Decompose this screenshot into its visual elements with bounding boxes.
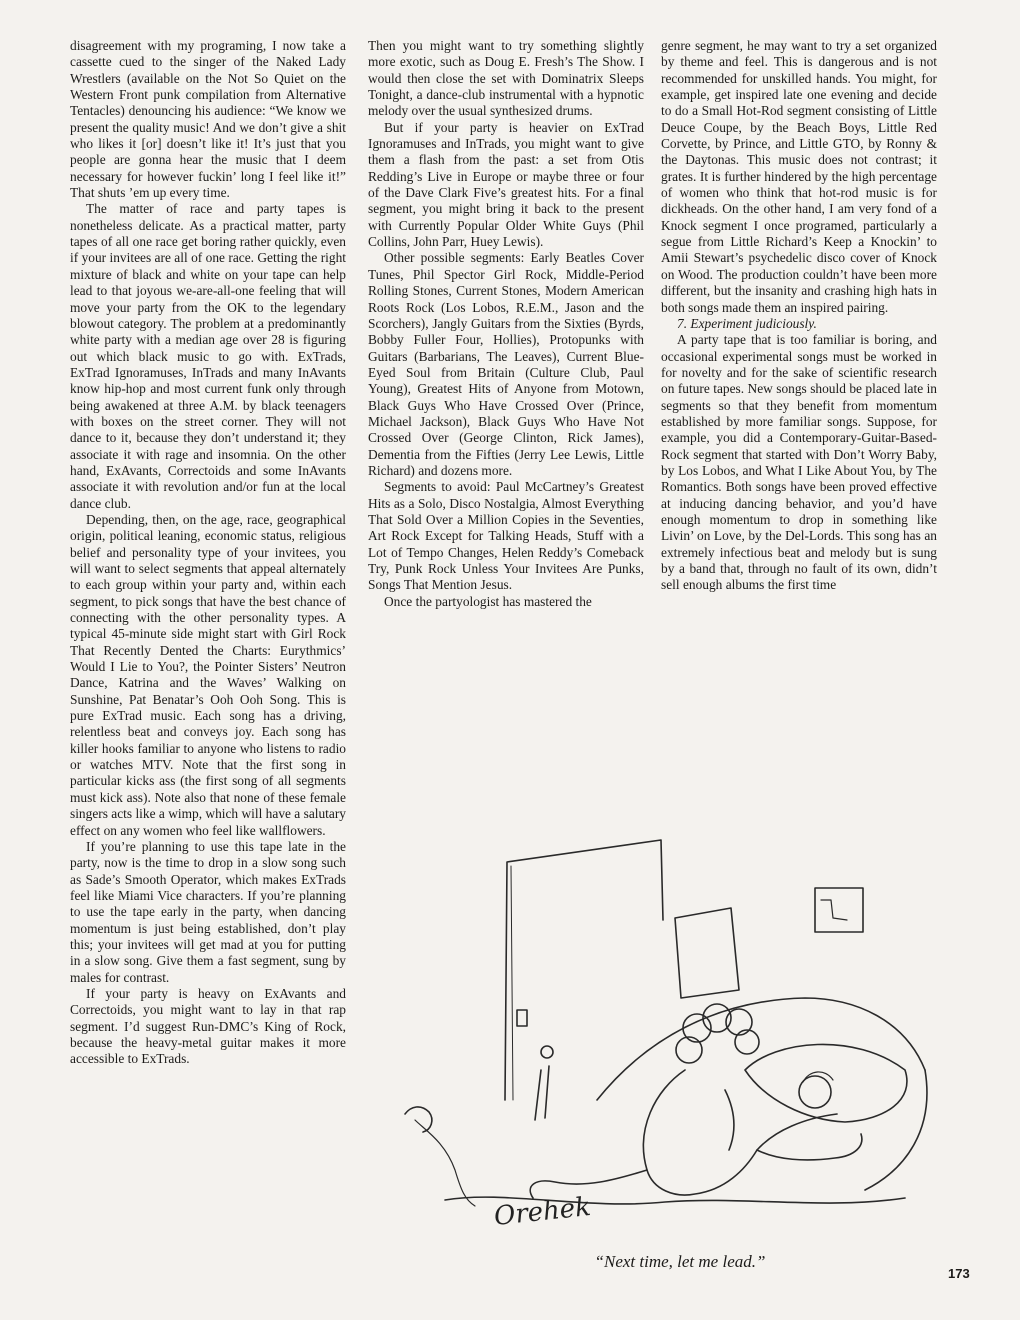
paragraph: Then you might want to try something slightly more exotic, such as Doug E. Fresh’s The Show. I would then close the set with Dominatrix Sleeps Tonight, a dance-club instrumental with a hypnotic melody over the usual synthesized drums.: [368, 38, 644, 119]
door-latch: [517, 1010, 527, 1026]
paragraph: If your party is heavy on ExAvants and Correctoids, you might want to lay in that rap segment. I’d suggest Run-DMC’s King of Rock, because the heavy-metal guitar makes it more accessible to ExTrads.: [70, 985, 346, 1067]
cartoon-illustration: [385, 770, 945, 1240]
cartoon-caption: “Next time, let me lead.”: [594, 1252, 766, 1271]
lamp: [675, 908, 739, 998]
figures: [643, 1070, 837, 1195]
section-heading: 7. Experiment judiciously.: [677, 315, 817, 331]
article-column-2: [368, 38, 644, 610]
paragraph: If you’re planning to use this tape late in the party, now is the time to drop in a slow song such as Sade’s Smooth Operator, which makes ExTrads feel like Miami Vice characters. If you’re planning to use the tape early in the party, when dancing momentum is just being established, don’t play this; your invitees will get mad at you for putting in a slow song. Give them a fast segment, sung by males for contrast.: [70, 838, 346, 985]
paragraph: disagreement with my programing, I now take a cassette cued to the singer of the Naked Lady Wrestlers (available on the Not So Quiet on the Western Front punk compilation from Alternative Tentacles) denouncing his audience: “We know we present the quality music! And we don’t give a shit who likes it [or] doesn’t like it! It’s just that you people are gonna hear the music that I deem necessary for however fuckin’ long I feel like it!” That shuts ’em up every time.: [70, 38, 346, 201]
bed: [597, 998, 925, 1100]
paragraph: Once the partyologist has mastered the: [384, 593, 592, 609]
paragraph: Depending, then, on the age, race, geographical origin, political leaning, economic status, religious belief and personality type of your invitees, you will want to select segments that appeal alternately to each group within your party and, within each segment, to pick songs that have the best chance of connecting with the other personality types. A typical 45-minute side might start with Girl Rock That Recently Dented the Charts: Eurythmics’ Would I Lie to You?, the Pointer Sisters’ Neutron Dance, Katrina and the Waves’ Walking on Sunshine, Pat Benatar’s Ooh Ooh Song. This is pure ExTrad music. Each song has a driving, relentless beat and conveys joy. Each song has killer hooks familiar to anyone who listens to radio or watches MTV. Note that the first song in particular kicks ass (the first song of all segments must kick ass). Note also that none of these female singers acts like a wimp, which will have a salutary effect on any women who feel like wallflowers.: [70, 511, 346, 838]
wall-picture: [815, 888, 863, 932]
paragraph: genre segment, he may want to try a set organized by theme and feel. This is dangerous and is not recommended for unskilled hands. You might, for example, get inspired late one evening and decide to do a Small Hot-Rod segment consisting of Little Deuce Coupe, by the Beach Boys, Little Red Corvette, by Prince, and Little GTO, by Ronny & the Daytonas. This music does not contrast; it grates. It is further hindered by the high percentage of women who think that hot-rod music is for dickheads. On the other hand, I am very fond of a Knock segment I once programed, particularly a segue from Little Richard’s Keep a Knockin’ to Amii Stewart’s psychedelic disco cover of Knock on Wood. The production couldn’t have been more different, but the insanity and crashing high hats in both songs made them an inspired pairing.: [661, 38, 937, 315]
article-column-1: [70, 38, 346, 1068]
cartoonist-signature: Orehek: [492, 1191, 593, 1232]
door: [505, 840, 663, 1100]
pillow: [745, 1044, 907, 1122]
paragraph: But if your party is heavier on ExTrad Ignoramuses and InTrads, you might want to give them a flash from the past: a set from Otis Redding’s Live in Europe or maybe three or four of the Dave Clark Five’s greatest hits. For a final segment, you might bring it back to the present with Currently Popular Older White Guys (Phil Collins, John Parr, Huey Lewis).: [368, 119, 644, 250]
article-column-3: [661, 38, 937, 594]
page-number: 173: [948, 1266, 970, 1281]
paragraph: A party tape that is too familiar is boring, and occasional experimental songs must be worked in for novelty and for the sake of scientific research on future tapes. New songs should be placed late in segments so that they benefit from momentum established by more familiar songs. Suppose, for example, you did a Contemporary-Guitar-Based-Rock segment that started with Don’t Worry Baby, by Los Lobos, and What I Like About You, by The Romantics. Both songs have been proved effective at inducing dancing behavior, and you’d have enough momentum to drop in something like Livin’ on Love, by the Del-Lords. This song has an extremely infectious beat and melody but is sung by a band that, through no fault of its own, didn’t sell enough albums the first time: [661, 332, 937, 593]
paragraph: Segments to avoid: Paul McCartney’s Greatest Hits as a Solo, Disco Nostalgia, Almost Everything That Sold Over a Million Copies in the Seventies, Art Rock Except for Talking Heads, Stuff with a Lot of Tempo Changes, Helen Reddy’s Comeback Try, Punk Rock Unless Your Invitees Are Punks, Songs That Mention Jesus.: [368, 479, 644, 593]
paragraph: Other possible segments: Early Beatles Cover Tunes, Phil Spector Girl Rock, Middle-Period Rolling Stones, Current Stones, Modern American Roots Rock (Los Lobos, R.E.M., Jason and the Scorchers), Jangly Guitars from the Sixties (Byrds, Bobby Fuller Four, Hollies), Protopunks with Guitars (Barbarians, The Leaves), Current Blue-Eyed Soul from Britain (Culture Club, Paul Young), Greatest Hits of Anyone from Motown, Black Guys Who Have Crossed Over (Prince, Michael Jackson), Black Guys Who Have Not Crossed Over (George Clinton, Rick James), Dementia from the Fifties (Jerry Lee Lewis, Little Richard) and dozens more.: [368, 250, 644, 478]
paragraph: The matter of race and party tapes is nonetheless delicate. As a practical matter, party tapes of all one race get boring rather quickly, even if your invitees are all of one race. Getting the right mixture of black and white on your tape can help lead to that joyous we-are-all-one feeling that will move your party from the OK to the legendary blowout category. The problem at a predominantly white party with a median age over 28 is figuring out which black music to go with. ExTrads, ExTrad Ignoramuses, InTrads and many InAvants know hip-hop and most current funk only through being awakened at three A.M. by black teenagers with boxes on the street corner. They will not dance to it, because they don’t understand it; they associate it with rage and insomnia. On the other hand, ExAvants, Correctoids and some InAvants associate it with revolution and/or fun at the local dance club.: [70, 201, 346, 511]
